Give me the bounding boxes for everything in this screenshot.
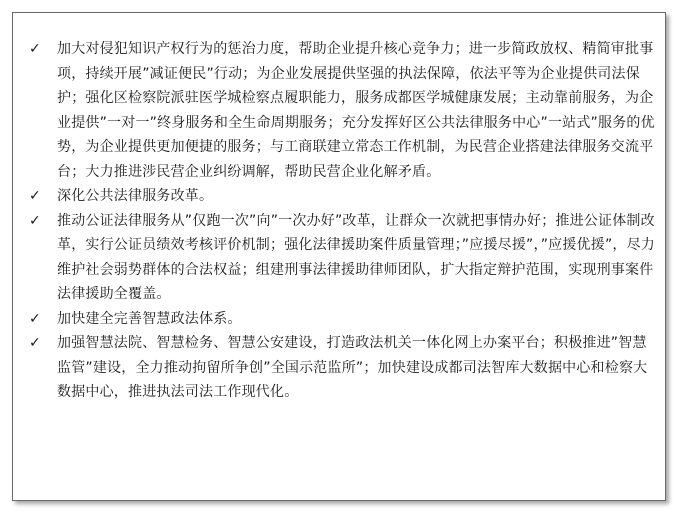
list-item <box>29 307 655 332</box>
list-item <box>29 209 655 307</box>
list-item <box>29 184 655 209</box>
list-item-text: 推动公证法律服务从”仅跑一次”向”一次办好”改革，让群众一次就把事情办好；推进公证体制改革，实行公证员绩效考核评价机制；强化法律援助案件质量管理；”应援尽援”，”应援优援”，尽力维护社会弱势群体的合法权益；组建刑事法律援助律师团队，扩大指定辩护范围，实现刑事案件法律援助全覆盖。 <box>57 212 656 302</box>
checkmark-icon: ✓ <box>29 41 41 57</box>
bullet-list <box>29 37 655 405</box>
list-item <box>29 331 655 405</box>
checkmark-icon: ✓ <box>29 335 41 351</box>
list-item-text: 加大对侵犯知识产权行为的惩治力度，帮助企业提升核心竞争力；进一步简政放权、精简审批事项，持续开展”减证便民”行动；为企业发展提供坚强的执法保障，依法平等为企业提供司法保护；强化区检察院派驻医学城检察点履职能力，服务成都医学城健康发展；主动靠前服务，为企业提供”一对一”终身服务和全生命周期服务；充分发挥好区公共法律服务中心”一站式”服务的优势，为企业提供更加便捷的服务；与工商联建立常态工作机制，为民营企业搭建法律服务交流平台；大力推进涉民营企业纠纷调解，帮助民营企业化解矛盾。 <box>57 41 655 180</box>
list-item-text: 加强智慧法院、智慧检务、智慧公安建设，打造政法机关一体化网上办案平台；积极推进”智慧监管”建设，全力推动拘留所争创”全国示范监所”；加快建设成都司法智库大数据中心和检察大数据中心，推进执法司法工作现代化。 <box>57 335 648 400</box>
checkmark-icon: ✓ <box>29 310 41 327</box>
checkmark-icon: ✓ <box>29 188 41 204</box>
text-frame <box>12 12 666 501</box>
list-item-text: 深化公共法律服务改革。 <box>57 188 214 204</box>
list-item <box>29 37 655 184</box>
list-item-text: 加快建全完善智慧政法体系。 <box>57 310 242 327</box>
checkmark-icon: ✓ <box>29 212 41 229</box>
